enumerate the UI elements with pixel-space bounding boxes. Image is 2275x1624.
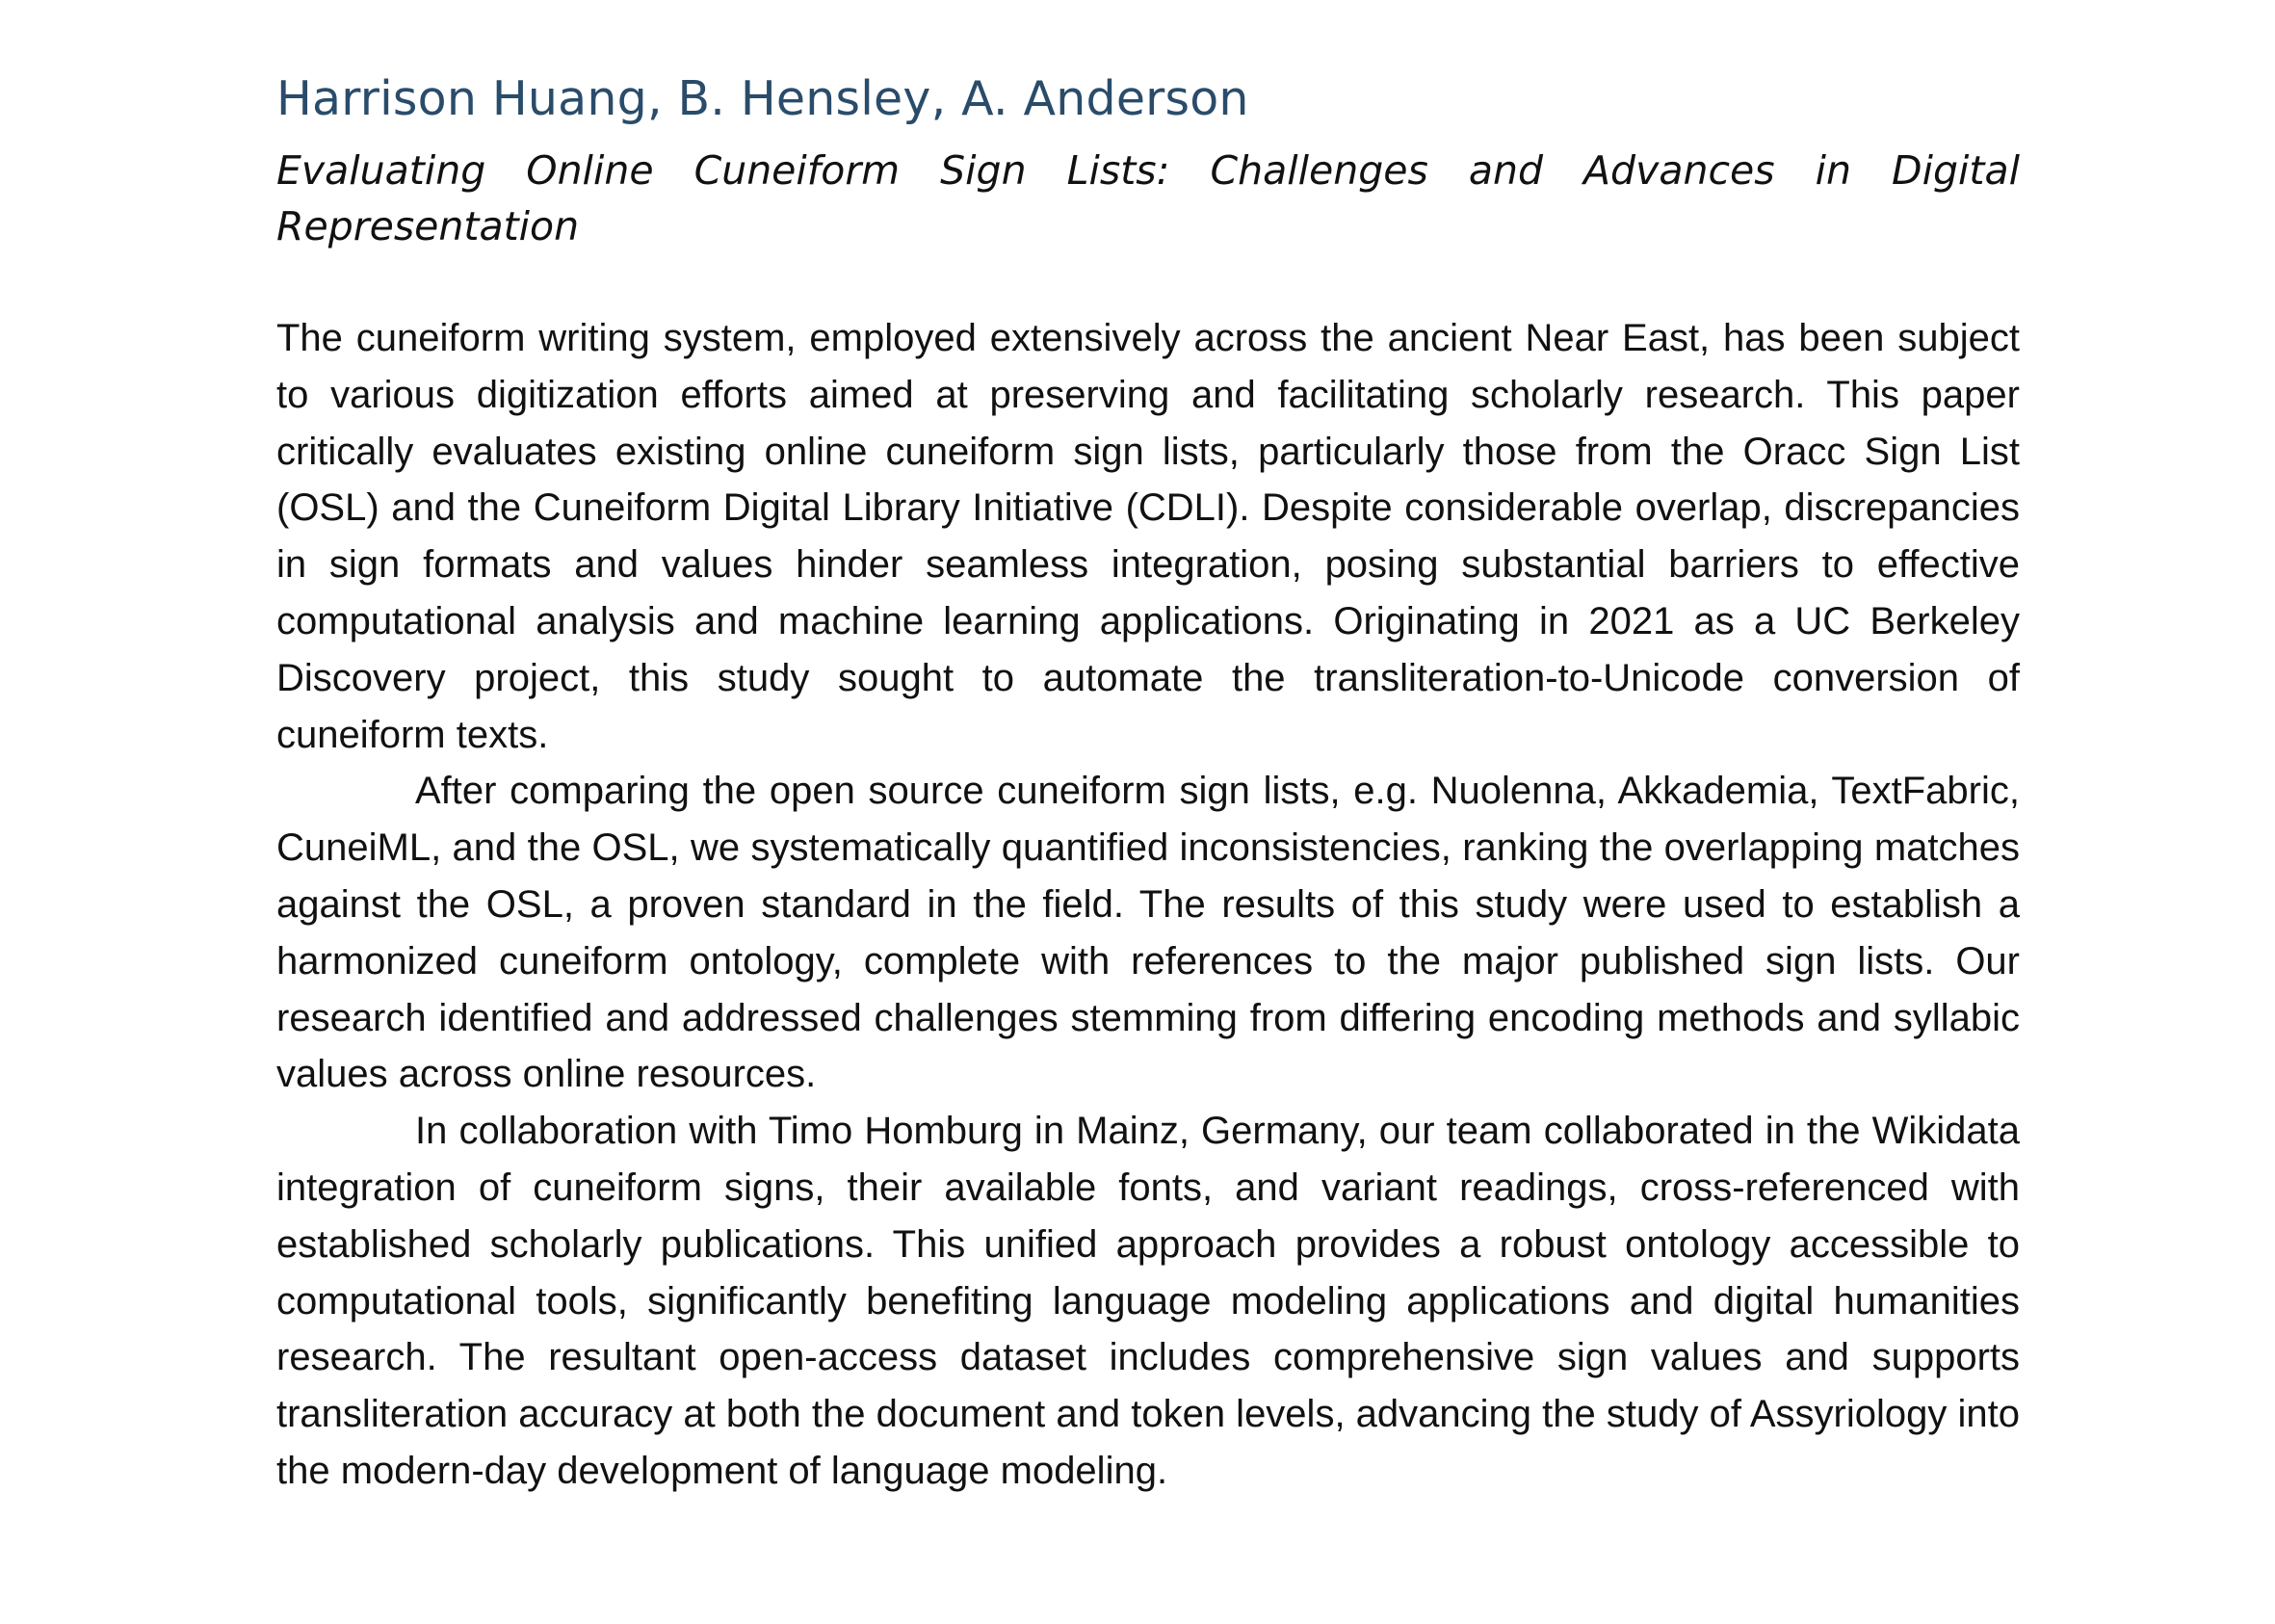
abstract-paragraph-2: After comparing the open source cuneiform sign lists, e.g. Nuolenna, Akkademia, TextFabric, CuneiML, and the OSL, we systematically quantified inconsistencies, ranking the overlapping matches against the OSL, a proven standard in the field. The results of this study were used to establish a harmonized cuneiform ontology, complete with references to the major published sign lists. Our research identified and addressed challenges stemming from differing encoding methods and syllabic values across online resources.	[276, 770, 2020, 1096]
paper-title: Evaluating Online Cuneiform Sign Lists: Challenges and Advances in Digital Representation	[276, 147, 2020, 249]
document-page	[276, 67, 2020, 1500]
abstract-body	[276, 310, 2020, 1500]
abstract-paragraph-1: The cuneiform writing system, employed extensively across the ancient Near East, has been subject to various digitization efforts aimed at preserving and facilitating scholarly research. This paper critically evaluates existing online cuneiform sign lists, particularly those from the Oracc Sign List (OSL) and the Cuneiform Digital Library Initiative (CDLI). Despite considerable overlap, discrepancies in sign formats and values hinder seamless integration, posing substantial barriers to effective computational analysis and machine learning applications. Originating in 2021 as a UC Berkeley Discovery project, this study sought to automate the transliteration-to-Unicode conversion of cuneiform texts.	[276, 317, 2020, 756]
abstract-paragraph-3: In collaboration with Timo Homburg in Mainz, Germany, our team collaborated in the Wikidata integration of cuneiform signs, their available fonts, and variant readings, cross-referenced with established scholarly publications. This unified approach provides a robust ontology accessible to computational tools, significantly benefiting language modeling applications and digital humanities research. The resultant open-access dataset includes comprehensive sign values and supports transliteration accuracy at both the document and token levels, advancing the study of Assyriology into the modern-day development of language modeling.	[276, 1110, 2020, 1492]
author-list: Harrison Huang, B. Hensley, A. Anderson	[276, 71, 1249, 126]
